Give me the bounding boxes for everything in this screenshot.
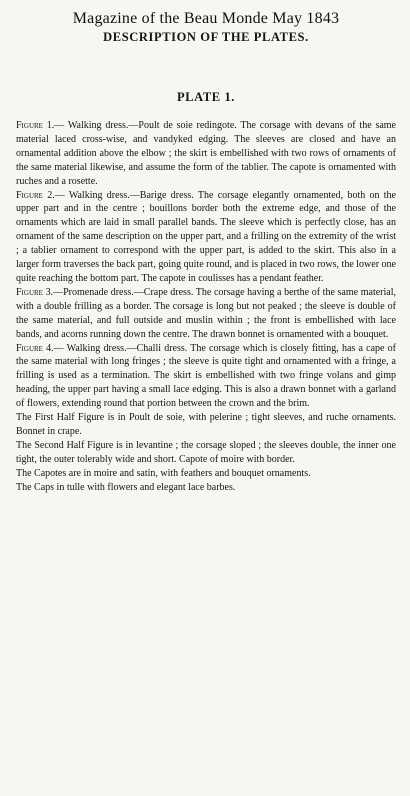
paragraph-text: — Walking dress.—Poult de soie redingote. The corsage with devans of the same material laced cross-wise, and vandyked edging. The sleeves are closed and have an ornamental addition above the elbow ; the skirt is embellished with two rows of ornaments of the same material likewise, and assume the form of the tablier. The capote is ornamented with ruches and a rosette. [16, 120, 396, 187]
paragraph-caps [16, 481, 396, 495]
paragraph-figure-1 [16, 119, 396, 189]
paragraph-figure-2 [16, 189, 396, 286]
paragraph-first-half-figure [16, 411, 396, 439]
masthead: Magazine of the Beau Monde May 1843 [72, 10, 340, 27]
paragraph-text: The Capotes are in moire and satin, with feathers and bouquet ornaments. [16, 467, 311, 479]
description-body [16, 119, 396, 494]
figure-label: Figure 3. [16, 286, 54, 298]
paragraph-text: The Caps in tulle with flowers and elegant lace barbes. [16, 481, 236, 493]
paragraph-text: The First Half Figure is in Poult de soie, with pelerine ; tight sleeves, and ruche ornaments. Bonnet in crape. [16, 412, 396, 437]
paragraph-text: —Promenade dress.—Crape dress. The corsage having a berthe of the same material, with a double frilling as a border. The corsage is long but not peaked ; the sleeve is double of the same material, and full outside and muslin within ; the front is embellished with lace bands, and acorns running down the centre. The drawn bonnet is ornamented with a bouquet. [16, 286, 396, 340]
paragraph-figure-3 [16, 286, 396, 342]
paragraph-capotes [16, 467, 396, 481]
figure-label: Figure 2. [16, 189, 55, 201]
plate-title: PLATE 1. [176, 90, 236, 104]
document-title: DESCRIPTION OF THE PLATES. [103, 30, 309, 44]
figure-label: Figure 4. [16, 342, 54, 354]
paragraph-text: The Second Half Figure is in levantine ; the corsage sloped ; the sleeves double, the inner one tight, the outer tolerably wide and short. Capote of moire with border. [16, 439, 396, 465]
paragraph-text: — Walking dress.—Barige dress. The corsage elegantly ornamented, both on the upper part and in the centre ; bouillons border both the extreme edge, and those of the ornaments which are laid in small parallel bands. The sleeve which is perfectly close, has an ornament of the same description on the upper part, and a frilling on the extremity of the wrist ; a tablier ornament to correspond with the upper part, is added to the skirt. This also in a larger form traverses the back part, going quite round, and is placed in two rows, the lower one quite reaching the bottom part. The capote in coulisses has a pendant feather. [16, 189, 396, 284]
paragraph-text: — Walking dress.—Challi dress. The corsage which is closely fitting, has a cape of the same material with long fringes ; the sleeve is quite tight and ornamented with a fringe, a frilling is used as a termination. The skirt is embellished with two fringe volans and gimp heading, the upper part having a small lace edging. This is also a drawn bonnet with a garland of flowers, extending round that portion between the crown and the brim. [16, 342, 396, 410]
paragraph-figure-4 [16, 342, 396, 412]
paragraph-second-half-figure [16, 439, 396, 467]
figure-label: Figure 1. [16, 120, 55, 131]
